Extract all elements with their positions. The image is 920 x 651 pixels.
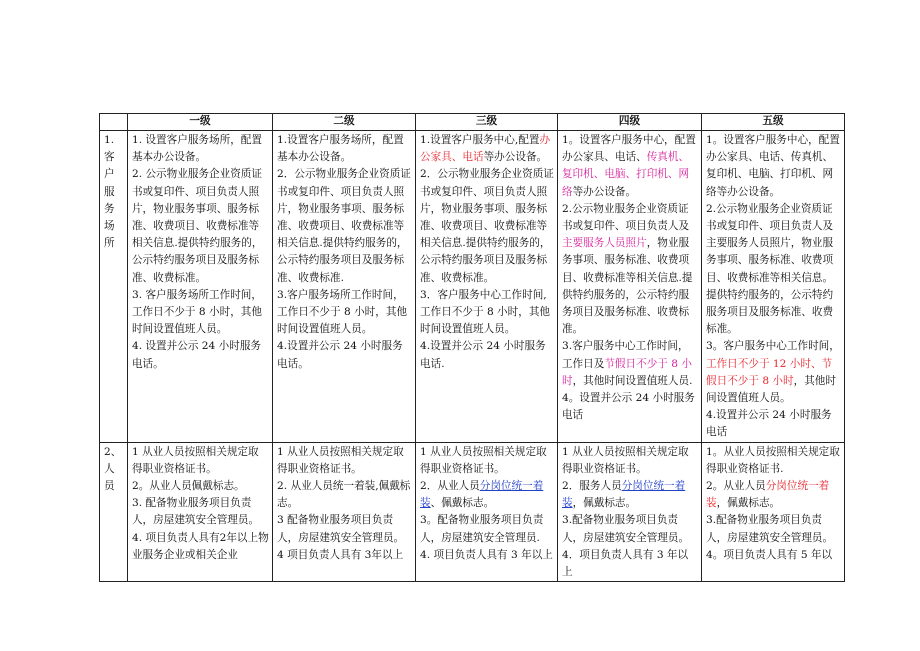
cell-item xyxy=(420,547,554,564)
cell-text: 3.客户服务中心工作时间，工作日及 xyxy=(561,340,689,370)
cell-item xyxy=(562,201,698,339)
cell-text: 3.配备物业服务项目负责人，房屋建筑安全管理员。 xyxy=(561,514,690,544)
cell-item xyxy=(706,478,841,512)
cell-item xyxy=(562,478,698,512)
cell-text: 2. 公示物业服务企业资质证书或复印件、项目负责人照片，物业服务事项、服务标准、收费项目、收费标准等相关信息.提供特约服务的，公示特约服务项目及服务标准、收费标准。 xyxy=(131,168,263,284)
cell xyxy=(557,442,701,582)
header-level-2: 二级 xyxy=(273,114,416,131)
cell-text: 3. 客户服务场所工作时间，工作日不少于 8 小时，其他时间设置值班人员。 xyxy=(131,288,262,336)
cell xyxy=(701,131,844,443)
cell xyxy=(127,131,272,443)
cell xyxy=(416,442,558,582)
cell-text: 3。客户服务中心工作时间， xyxy=(705,340,840,353)
cell-item xyxy=(132,166,269,286)
cell xyxy=(557,131,701,443)
cell-text: 2. 从业人员统一着装,佩戴标志。 xyxy=(277,480,411,510)
cell-text: 1。设置客户服务中心，配置办公家具、电话、传真机、复印机、电脑、打印机、网络等办公设备。 xyxy=(705,134,840,198)
cell-item xyxy=(420,478,554,512)
cell-text: 等办公设备。 xyxy=(483,151,548,164)
cell-item xyxy=(562,132,698,201)
cell-text: 3.配备物业服务项目负责人，房屋建筑安全管理员。 xyxy=(705,514,834,544)
header-blank xyxy=(100,114,128,131)
cell xyxy=(273,442,416,582)
cell-item xyxy=(277,338,412,372)
cell-text: 3.客户服务场所工作时间，工作日不少于 8 小时，其他时间设置值班人员。 xyxy=(277,288,408,336)
cell-text: 4。设置并公示 24 小时服务电话 xyxy=(561,392,695,422)
cell-item xyxy=(132,495,269,529)
cell-item xyxy=(562,547,698,581)
cell-text: ，其他时间设置值班人员。 xyxy=(705,374,836,405)
cell-item xyxy=(706,132,841,201)
cell-text: 2．公示物业服务企业资质证书或复印件、项目负责人照片，物业服务事项、服务标准、收费项目、收费标准等相关信息.提供特约服务的，公示特约服务项目及服务标准、收费标准。 xyxy=(420,168,554,284)
cell xyxy=(416,131,558,443)
cell-text: 1.设置客户服务中心,配置 xyxy=(420,134,540,146)
cell-item xyxy=(277,512,412,546)
cell-item xyxy=(420,132,554,166)
cell-item xyxy=(277,444,412,478)
cell-text: 1 从业人员按照相关规定取得职业资格证书。 xyxy=(131,445,259,475)
header-level-3: 三级 xyxy=(416,114,558,131)
cell-item xyxy=(420,444,554,478)
cell-text: 1。从业人员按照相关规定取得职业资格证书. xyxy=(705,445,840,475)
cell-item xyxy=(277,547,412,564)
cell-item xyxy=(132,444,269,478)
cell-item xyxy=(132,478,269,495)
cell-item xyxy=(562,512,698,546)
cell-text: 3。配备物业服务项目负责人，房屋建筑安全管理员. xyxy=(420,514,544,544)
cell-text: 1 从业人员按照相关规定取得职业资格证书。 xyxy=(561,445,689,475)
cell-text: 4. 设置并公示 24 小时服务电话。 xyxy=(131,340,262,370)
cell-text: 1. 设置客户服务场所，配置基本办公设备。 xyxy=(131,134,262,164)
cell-item xyxy=(706,512,841,546)
highlight-text: 办公家具、电话 xyxy=(420,134,551,164)
cell-text: 1。设置客户服务中心，配置办公家具、电话、 xyxy=(561,134,696,164)
table-row xyxy=(100,131,845,443)
cell-item xyxy=(277,132,412,166)
cell-text: 2。从业人员 xyxy=(705,480,766,493)
cell-item xyxy=(562,390,698,424)
cell-item xyxy=(706,407,841,441)
cell-item xyxy=(132,287,269,339)
cell-text: 1.设置客户服务场所，配置基本办公设备。 xyxy=(277,134,404,164)
cell-text: ，佩戴标志。 xyxy=(716,497,781,510)
cell-text: 2．公示物业服务企业资质证书或复印件、项目负责人照片，物业服务事项、服务标准、收费项目、收费标准等相关信息.提供特约服务的，公示特约服务项目及服务标准、收费标准. xyxy=(277,168,411,284)
cell-text: 2.公示物业服务企业资质证书或复印件、项目负责人及主要服务人员照片，物业服务事项、服务标准、收费项目、收费标准等相关信息。提供特约服务的，公示特约服务项目及服务标准、收费标准。 xyxy=(705,202,834,336)
highlight-text: 传真机、复印机、电脑、打印机、网络 xyxy=(561,151,690,198)
cell-text: 2.公示物业服务企业资质证书或复印件、项目负责人及 xyxy=(561,202,690,233)
cell-item xyxy=(132,132,269,166)
cell-item xyxy=(706,338,841,407)
cell-item xyxy=(420,287,554,339)
cell-text: 4 项目负责人具有 3年以上 xyxy=(277,548,404,561)
cell-text: 3 配备物业服务项目负责人，房屋建筑安全管理员。 xyxy=(277,514,405,544)
cell-text: 3．客户服务中心工作时间,工作日不少于 8 小时，其他时间设置值班人员。 xyxy=(420,288,551,336)
highlight-text: 主要服务人员照片 xyxy=(561,237,647,250)
highlight-text: 节假日不少于 8 小时 xyxy=(561,357,692,387)
cell-text: 4．项目负责人具有 3 年以上 xyxy=(561,548,689,579)
cell-text: 2．服务人员 xyxy=(561,480,622,493)
cell-text: ，佩戴标志。 xyxy=(572,497,637,510)
cell-text: 2。从业人员佩戴标志。 xyxy=(131,480,245,493)
cell-text: 4. 项目负责人具有2年以上物业服务企业或相关企业 xyxy=(131,531,269,561)
cell xyxy=(273,131,416,443)
cell-item xyxy=(277,166,412,286)
cell-text: 4. 项目负责人具有 3 年以上 xyxy=(420,548,553,561)
row-label-personnel: 2、人员 xyxy=(100,442,128,582)
cell-item xyxy=(420,338,554,372)
cell-item xyxy=(562,338,698,390)
header-level-1: 一级 xyxy=(127,114,272,131)
cell-text: 4.设置并公示 24 小时服务电话. xyxy=(420,340,546,370)
row-label-service-place: 1. 客户服务场所 xyxy=(100,131,128,443)
cell-item xyxy=(562,444,698,478)
service-level-table xyxy=(99,113,845,582)
cell-text: ，物业服务事项、服务标准、收费项目、收费标准等相关信息.提供特约服务的，公示特约服务项目及服务标准、收费标准。 xyxy=(561,237,693,336)
cell-text: 1 从业人员按照相关规定取得职业资格证书。 xyxy=(277,445,404,475)
cell-item xyxy=(132,530,269,564)
cell-item xyxy=(277,478,412,512)
cell-text: 4。项目负责人具有 5 年以 xyxy=(705,548,833,561)
cell-text: ，其他时间设置值班人员. xyxy=(572,374,693,387)
cell xyxy=(701,442,844,582)
cell-text: 4.设置并公示 24 小时服务电话 xyxy=(705,409,832,439)
cell-item xyxy=(706,444,841,478)
cell-item xyxy=(706,547,841,564)
highlight-text: 分岗位统一着装 xyxy=(420,480,544,510)
cell-item xyxy=(132,338,269,372)
cell-text: 等办公设备。 xyxy=(572,185,637,198)
cell-item xyxy=(277,287,412,339)
header-level-4: 四级 xyxy=(557,114,701,131)
header-level-5: 五级 xyxy=(701,114,844,131)
highlight-text: 分岗位统一着装 xyxy=(561,480,686,510)
highlight-text: 分岗位统一着装 xyxy=(705,480,830,510)
cell-text: 4.设置并公示 24 小时服务电话。 xyxy=(277,340,403,370)
cell-item xyxy=(420,512,554,546)
cell-text: 、佩戴标志。 xyxy=(430,497,495,510)
cell-text: 3. 配备物业服务项目负责人，房屋建筑安全管理员。 xyxy=(131,497,260,527)
cell-text: 2．从业人员 xyxy=(420,480,480,493)
cell-item xyxy=(420,166,554,286)
cell-text: 1 从业人员按照相关规定取得职业资格证书。 xyxy=(420,445,547,475)
cell xyxy=(127,442,272,582)
table-row xyxy=(100,442,845,582)
header-row xyxy=(100,114,845,131)
table-body xyxy=(100,131,845,582)
highlight-text: 工作日不少于 12 小时、节假日不少于 8 小时 xyxy=(705,357,833,387)
cell-item xyxy=(706,201,841,339)
